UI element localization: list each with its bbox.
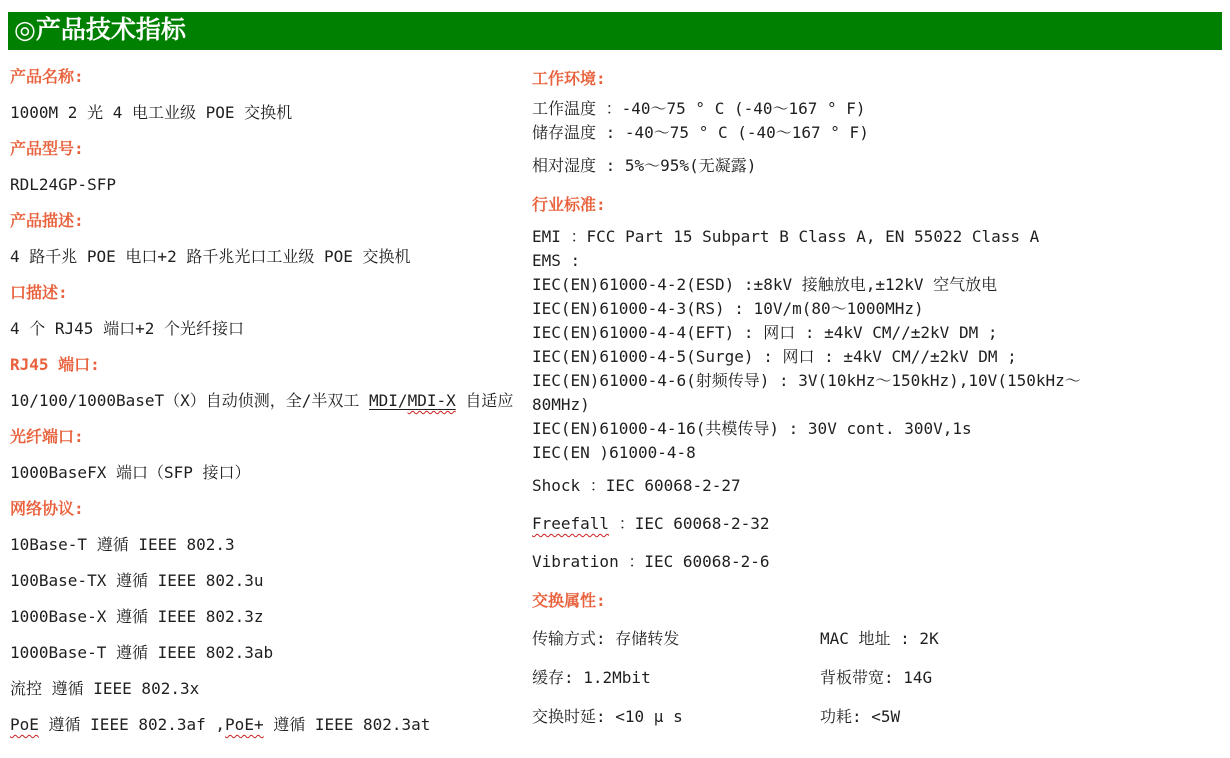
vibration-line: Vibration ：IEC 60068-2-6 (532, 552, 770, 571)
env-line: 储存温度 : -40～75 ° C (-40～167 ° F) (532, 123, 869, 142)
standards-line: IEC(EN)61000-4-5(Surge) : 网口 : ±4kV CM//±2kV DM ; (532, 347, 1017, 366)
protocol-heading: 网络协议: (10, 499, 84, 518)
protocol-line: 流控 遵循 IEEE 802.3x (10, 679, 200, 698)
page-title: ◎产品技术指标 (14, 17, 186, 44)
env-line: 工作温度 ：-40～75 ° C (-40～167 ° F) (532, 99, 866, 118)
protocol-line: 10Base-T 遵循 IEEE 802.3 (10, 535, 235, 554)
poe-text-tail: 遵循 IEEE 802.3at (263, 715, 431, 734)
product-name-value: 1000M 2 光 4 电工业级 POE 交换机 (10, 103, 293, 122)
spellcheck-word: PoE (10, 715, 39, 734)
description-heading: 产品描述: (10, 211, 84, 230)
spec-row (532, 708, 1230, 725)
spellcheck-word: PoE+ (225, 715, 264, 734)
underlined-text (369, 391, 456, 410)
standards-line: IEC(EN)61000-4-6(射频传导) : 3V(10kHz～150kHz),10V(150kHz～ (532, 371, 1081, 390)
standards-line: EMI ：FCC Part 15 Subpart B Class A, EN 55022 Class A (532, 227, 1040, 246)
description-value: 4 路千兆 POE 电口+2 路千兆光口工业级 POE 交换机 (10, 247, 411, 266)
freefall-line (532, 515, 1230, 532)
model-heading: 产品型号: (10, 139, 84, 158)
port-desc-heading: 口描述: (10, 283, 68, 302)
poe-line (10, 716, 532, 733)
spec-backplane: 背板带宽: 14G (820, 668, 933, 687)
product-name-heading: 产品名称: (10, 67, 84, 86)
spec-latency: 交换时延: <10 μ s (532, 707, 683, 726)
standards-line: EMS : (532, 251, 581, 270)
protocol-line: 1000Base-X 遵循 IEEE 802.3z (10, 607, 264, 626)
spec-power: 功耗: <5W (820, 707, 901, 726)
spec-transmission: 传输方式: 存储转发 (532, 629, 680, 648)
rj45-text-tail: 自适应 (455, 391, 514, 410)
rj45-text: 10/100/1000BaseT（X）自动侦测，全/半双工 (10, 391, 370, 410)
model-value: RDL24GP-SFP (10, 175, 116, 194)
fiber-heading: 光纤端口: (10, 427, 84, 446)
port-desc-value: 4 个 RJ45 端口+2 个光纤接口 (10, 319, 244, 338)
mdi-text: MDI/ (369, 391, 408, 410)
spec-buffer: 缓存: 1.2Mbit (532, 668, 651, 687)
right-column (532, 50, 1230, 733)
page-title-bar (8, 12, 1222, 50)
shock-line: Shock ：IEC 60068-2-27 (532, 476, 741, 495)
protocol-line: 100Base-TX 遵循 IEEE 802.3u (10, 571, 264, 590)
standards-line: 80MHz) (532, 395, 590, 414)
standards-line: IEC(EN)61000-4-2(ESD) :±8kV 接触放电,±12kV 空气放电 (532, 275, 998, 294)
spec-mac-address: MAC 地址 : 2K (820, 629, 939, 648)
standards-line: IEC(EN)61000-4-4(EFT) : 网口 : ±4kV CM//±2kV DM ; (532, 323, 998, 342)
left-column (10, 50, 532, 733)
standards-line: IEC(EN )61000-4-8 (532, 443, 696, 462)
rj45-heading: RJ45 端口: (10, 355, 100, 374)
standards-line: IEC(EN)61000-4-16(共模传导) : 30V cont. 300V,1s (532, 419, 972, 438)
spec-row (532, 630, 1230, 647)
switch-heading: 交换属性: (532, 591, 606, 610)
env-heading: 工作环境: (532, 69, 606, 88)
env-line: 相对湿度 : 5%～95%(无凝露) (532, 156, 757, 175)
standards-heading: 行业标准: (532, 195, 606, 214)
content-columns (10, 50, 1230, 733)
standards-line: IEC(EN)61000-4-3(RS) : 10V/m(80～1000MHz) (532, 299, 924, 318)
poe-text: 遵循 IEEE 802.3af , (38, 715, 226, 734)
protocol-line: 1000Base-T 遵循 IEEE 802.3ab (10, 643, 274, 662)
spellcheck-word: MDI-X (407, 391, 456, 410)
spec-row (532, 669, 1230, 686)
freefall-text: ：IEC 60068-2-32 (609, 514, 770, 533)
spellcheck-word: Freefall (532, 514, 610, 533)
fiber-value: 1000BaseFX 端口（SFP 接口） (10, 463, 251, 482)
rj45-value (10, 392, 532, 409)
